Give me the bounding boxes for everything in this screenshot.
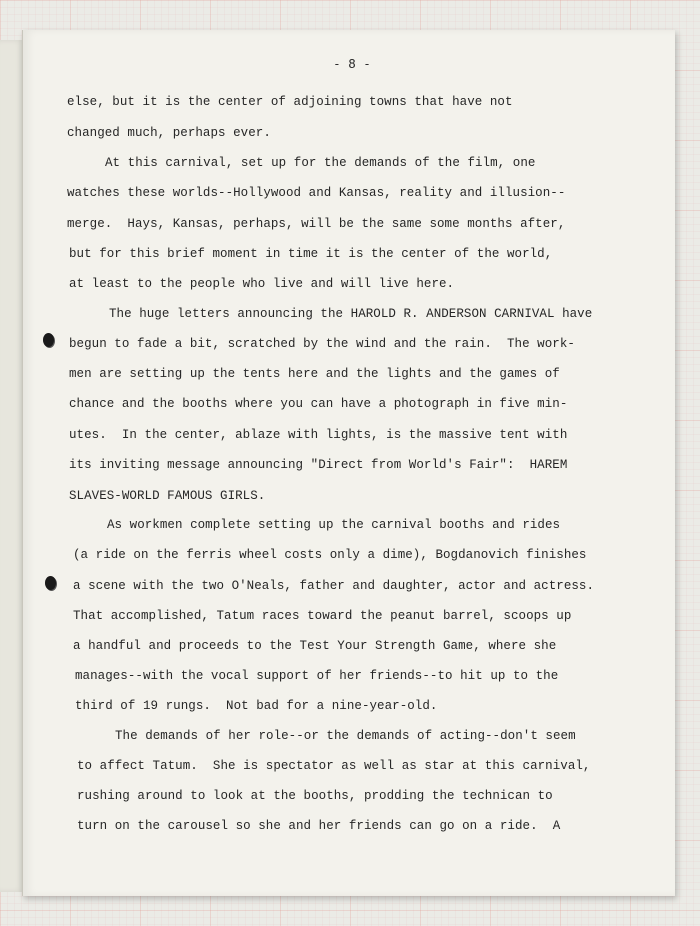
text-line-2: changed much, perhaps ever.: [67, 126, 271, 140]
text-line-21: third of 19 rungs. Not bad for a nine-year-old.: [75, 699, 438, 713]
text-line-24: rushing around to look at the booths, prodding the technican to: [77, 789, 553, 803]
text-line-9: begun to fade a bit, scratched by the wind and the rain. The work-: [69, 337, 575, 351]
text-line-13: its inviting message announcing "Direct from World's Fair": HAREM: [69, 458, 568, 472]
text-line-12: utes. In the center, ablaze with lights, is the massive tent with: [69, 428, 568, 442]
document-page: [22, 30, 675, 896]
text-line-20: manages--with the vocal support of her friends--to hit up to the: [75, 669, 559, 683]
text-line-23: to affect Tatum. She is spectator as well as star at this carnival,: [77, 759, 591, 773]
text-line-3: At this carnival, set up for the demands of the film, one: [105, 156, 536, 170]
text-line-5: merge. Hays, Kansas, perhaps, will be the same some months after,: [67, 217, 566, 231]
text-line-17: a scene with the two O'Neals, father and daughter, actor and actress.: [73, 579, 595, 593]
text-line-10: men are setting up the tents here and the lights and the games of: [69, 367, 560, 381]
text-line-16: (a ride on the ferris wheel costs only a dime), Bogdanovich finishes: [73, 548, 587, 562]
punch-hole-icon: [43, 333, 54, 347]
text-line-6: but for this brief moment in time it is the center of the world,: [69, 247, 553, 261]
text-line-22: The demands of her role--or the demands of acting--don't seem: [115, 729, 576, 743]
text-line-15: As workmen complete setting up the carnival booths and rides: [107, 518, 561, 532]
text-line-7: at least to the people who live and will live here.: [69, 277, 455, 291]
text-line-8: The huge letters announcing the HAROLD R. ANDERSON CARNIVAL have: [109, 307, 593, 321]
text-line-11: chance and the booths where you can have a photograph in five min-: [69, 397, 568, 411]
text-line-25: turn on the carousel so she and her friends can go on a ride. A: [77, 819, 561, 833]
page-number: - 8 -: [333, 56, 371, 71]
text-line-1: else, but it is the center of adjoining towns that have not: [67, 95, 513, 109]
text-line-4: watches these worlds--Hollywood and Kansas, reality and illusion--: [67, 186, 566, 200]
text-line-19: a handful and proceeds to the Test Your Strength Game, where she: [73, 639, 557, 653]
text-line-14: SLAVES-WORLD FAMOUS GIRLS.: [69, 489, 266, 503]
text-line-18: That accomplished, Tatum races toward the peanut barrel, scoops up: [73, 609, 572, 623]
punch-hole-icon: [45, 576, 56, 590]
